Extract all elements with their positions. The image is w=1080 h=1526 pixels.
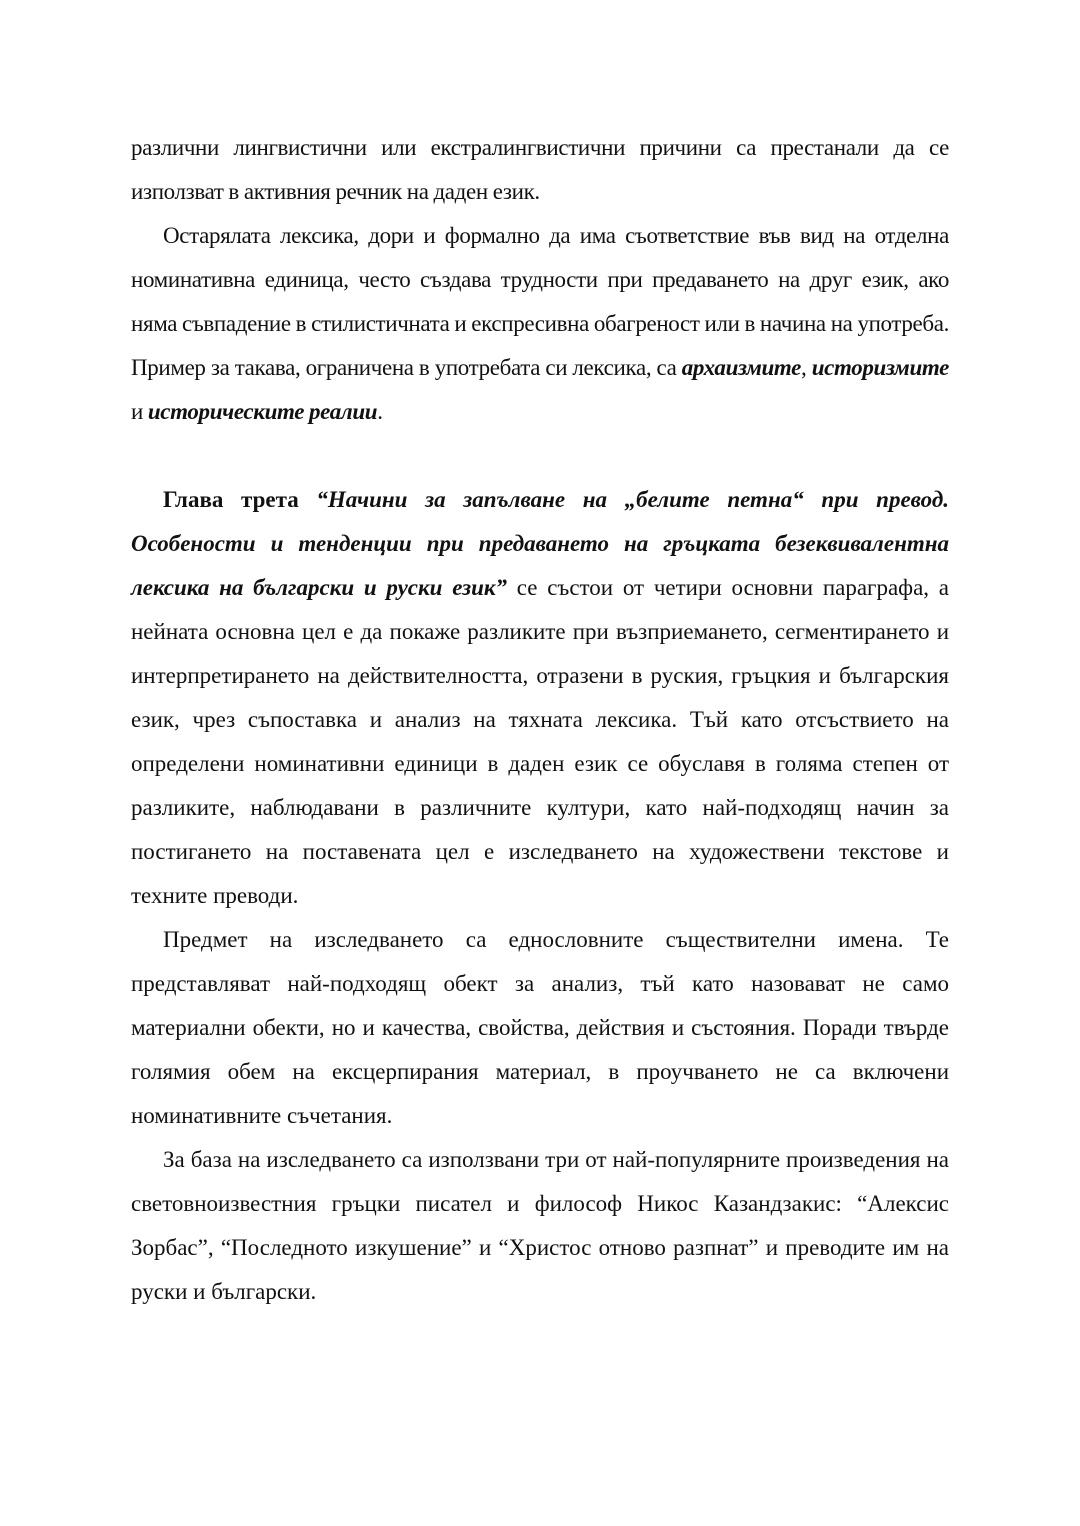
term-historisms: историзмите [811,355,949,380]
paragraph-4: Предмет на изследването са еднословните съществителни имена. Те представляват най-подходящ обект за анализ, тъй като назовават не само материални обекти, но и качества, свойства, действия и състояния. Поради твърде голямия обем на ексцерпирания материал, в проучването не са включени номинативните съчетания. [131,927,949,1128]
chapter-title: “Начини за запълване на „белите петна“ при превод. Особености и тенденции при предаването на гръцката безеквивалентна лексика на български и руски език” [131,487,950,600]
document-page [131,126,949,1314]
paragraph-3 [131,478,949,918]
paragraph-2 [131,214,949,434]
term-archaisms: архаизмите [681,355,802,380]
paragraph-end: . [377,399,383,424]
paragraph-1: различни лингвистични или екстралингвистични причини са престанали да се използват в активния речник на даден език. [131,135,949,204]
separator: , [801,355,812,380]
paragraph-2-text: Остарялата лексика, дори и формално да има съответствие във вид на отделна номинативна единица, често създава трудности при предаването на друг език, ако няма съвпадение в стилистичната и експресивна обагреност или в начина на употреба. Пример за такава, ограничена в употребата си лексика, са [131,223,949,380]
chapter-label: Глава трета [163,487,299,512]
paragraph-gap [131,434,949,478]
paragraph-3-text: се състои от четири основни параграфа, а нейната основна цел е да покаже разликите при възприемането, сегментирането и интерпретирането на действителността, отразени в руския, гръцкия и българския език, чрез съпоставка и анализ на тяхната лексика. Тъй като отсъствието на определени номинативни единици в даден език се обуславя в голяма степен от разликите, наблюдавани в различните култури, като най-подходящ начин за постигането на поставената цел е изследването на художествени текстове и техните преводи. [131,575,949,908]
term-historical-realia: историческите реалии [147,399,378,424]
paragraph-5: За база на изследването са използвани три от най-популярните произведения на световноизвестния гръцки писател и философ Никос Казандзакис: “Алексис Зорбас”, “Последното изкушение” и “Христос отново разпнат” и преводите им на руски и български. [131,1147,949,1304]
separator: и [131,399,148,424]
